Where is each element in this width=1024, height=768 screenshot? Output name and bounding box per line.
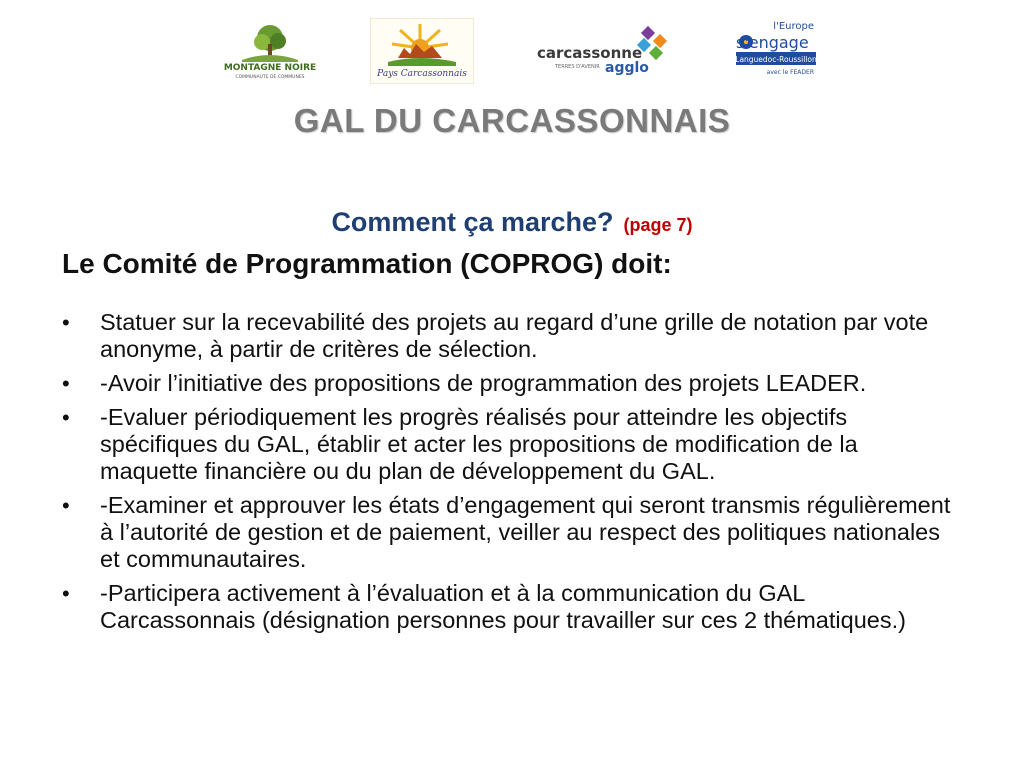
subtitle-text: Comment ça marche?: [331, 207, 614, 237]
svg-text:l'Europe: l'Europe: [773, 21, 814, 32]
svg-text:agglo: agglo: [605, 60, 649, 76]
bullet-text: -Avoir l’initiative des propositions de programmation des projets LEADER.: [100, 370, 867, 396]
svg-text:Pays Carcassonnais: Pays Carcassonnais: [377, 69, 467, 79]
section-heading: Le Comité de Programmation (COPROG) doit:: [62, 248, 672, 279]
pays-carcassonnais-logo: [370, 18, 474, 84]
subtitle: [0, 207, 1024, 238]
svg-text:TERRES D'AVENIR: TERRES D'AVENIR: [555, 64, 600, 70]
bullet-item: [62, 370, 962, 397]
bullet-item: [62, 309, 962, 363]
svg-text:MONTAGNE NOIRE: MONTAGNE NOIRE: [223, 63, 317, 73]
bullet-list: [62, 309, 962, 641]
bullet-item: [62, 492, 962, 573]
bullet-icon: •: [62, 405, 70, 430]
bullet-text: -Examiner et approuver les états d’engagement qui seront transmis régulièrement à l’autorité de gestion et de paiement, veiller au respect des politiques nationales et communautaires.: [100, 492, 951, 572]
europe-sengage-logo: [728, 18, 820, 82]
org-title: GAL DU CARCASSONNAIS: [293, 102, 731, 139]
bullet-text: -Evaluer périodiquement les progrès réalisés pour atteindre les objectifs spécifiques du GAL, établir et acter les propositions de modification de la maquette financière ou du plan de développement du GAL.: [100, 404, 858, 484]
bullet-icon: •: [62, 310, 70, 335]
carcassonne-agglo-logo: [535, 24, 681, 80]
bullet-item: [62, 404, 962, 485]
bullet-item: [62, 580, 962, 634]
svg-text:COMMUNAUTE DE COMMUNES: COMMUNAUTE DE COMMUNES: [235, 75, 305, 80]
bullet-icon: •: [62, 581, 70, 606]
bullet-text: -Participera activement à l’évaluation et à la communication du GAL Carcassonnais (désignation personnes pour travailler sur ces 2 thématiques.): [100, 580, 906, 633]
bullet-text: Statuer sur la recevabilité des projets au regard d’une grille de notation par vote anonyme, à partir de critères de sélection.: [100, 309, 929, 362]
svg-text:avec le FEADER: avec le FEADER: [766, 69, 814, 76]
svg-text:carcassonne: carcassonne: [537, 44, 643, 62]
bullet-icon: •: [62, 371, 70, 396]
page-reference: (page 7): [623, 215, 693, 235]
bullet-icon: •: [62, 493, 70, 518]
svg-text:s'engage: s'engage: [736, 33, 809, 52]
svg-text:Languedoc-Roussillon: Languedoc-Roussillon: [735, 55, 817, 64]
montagne-noire-logo: [222, 18, 318, 82]
